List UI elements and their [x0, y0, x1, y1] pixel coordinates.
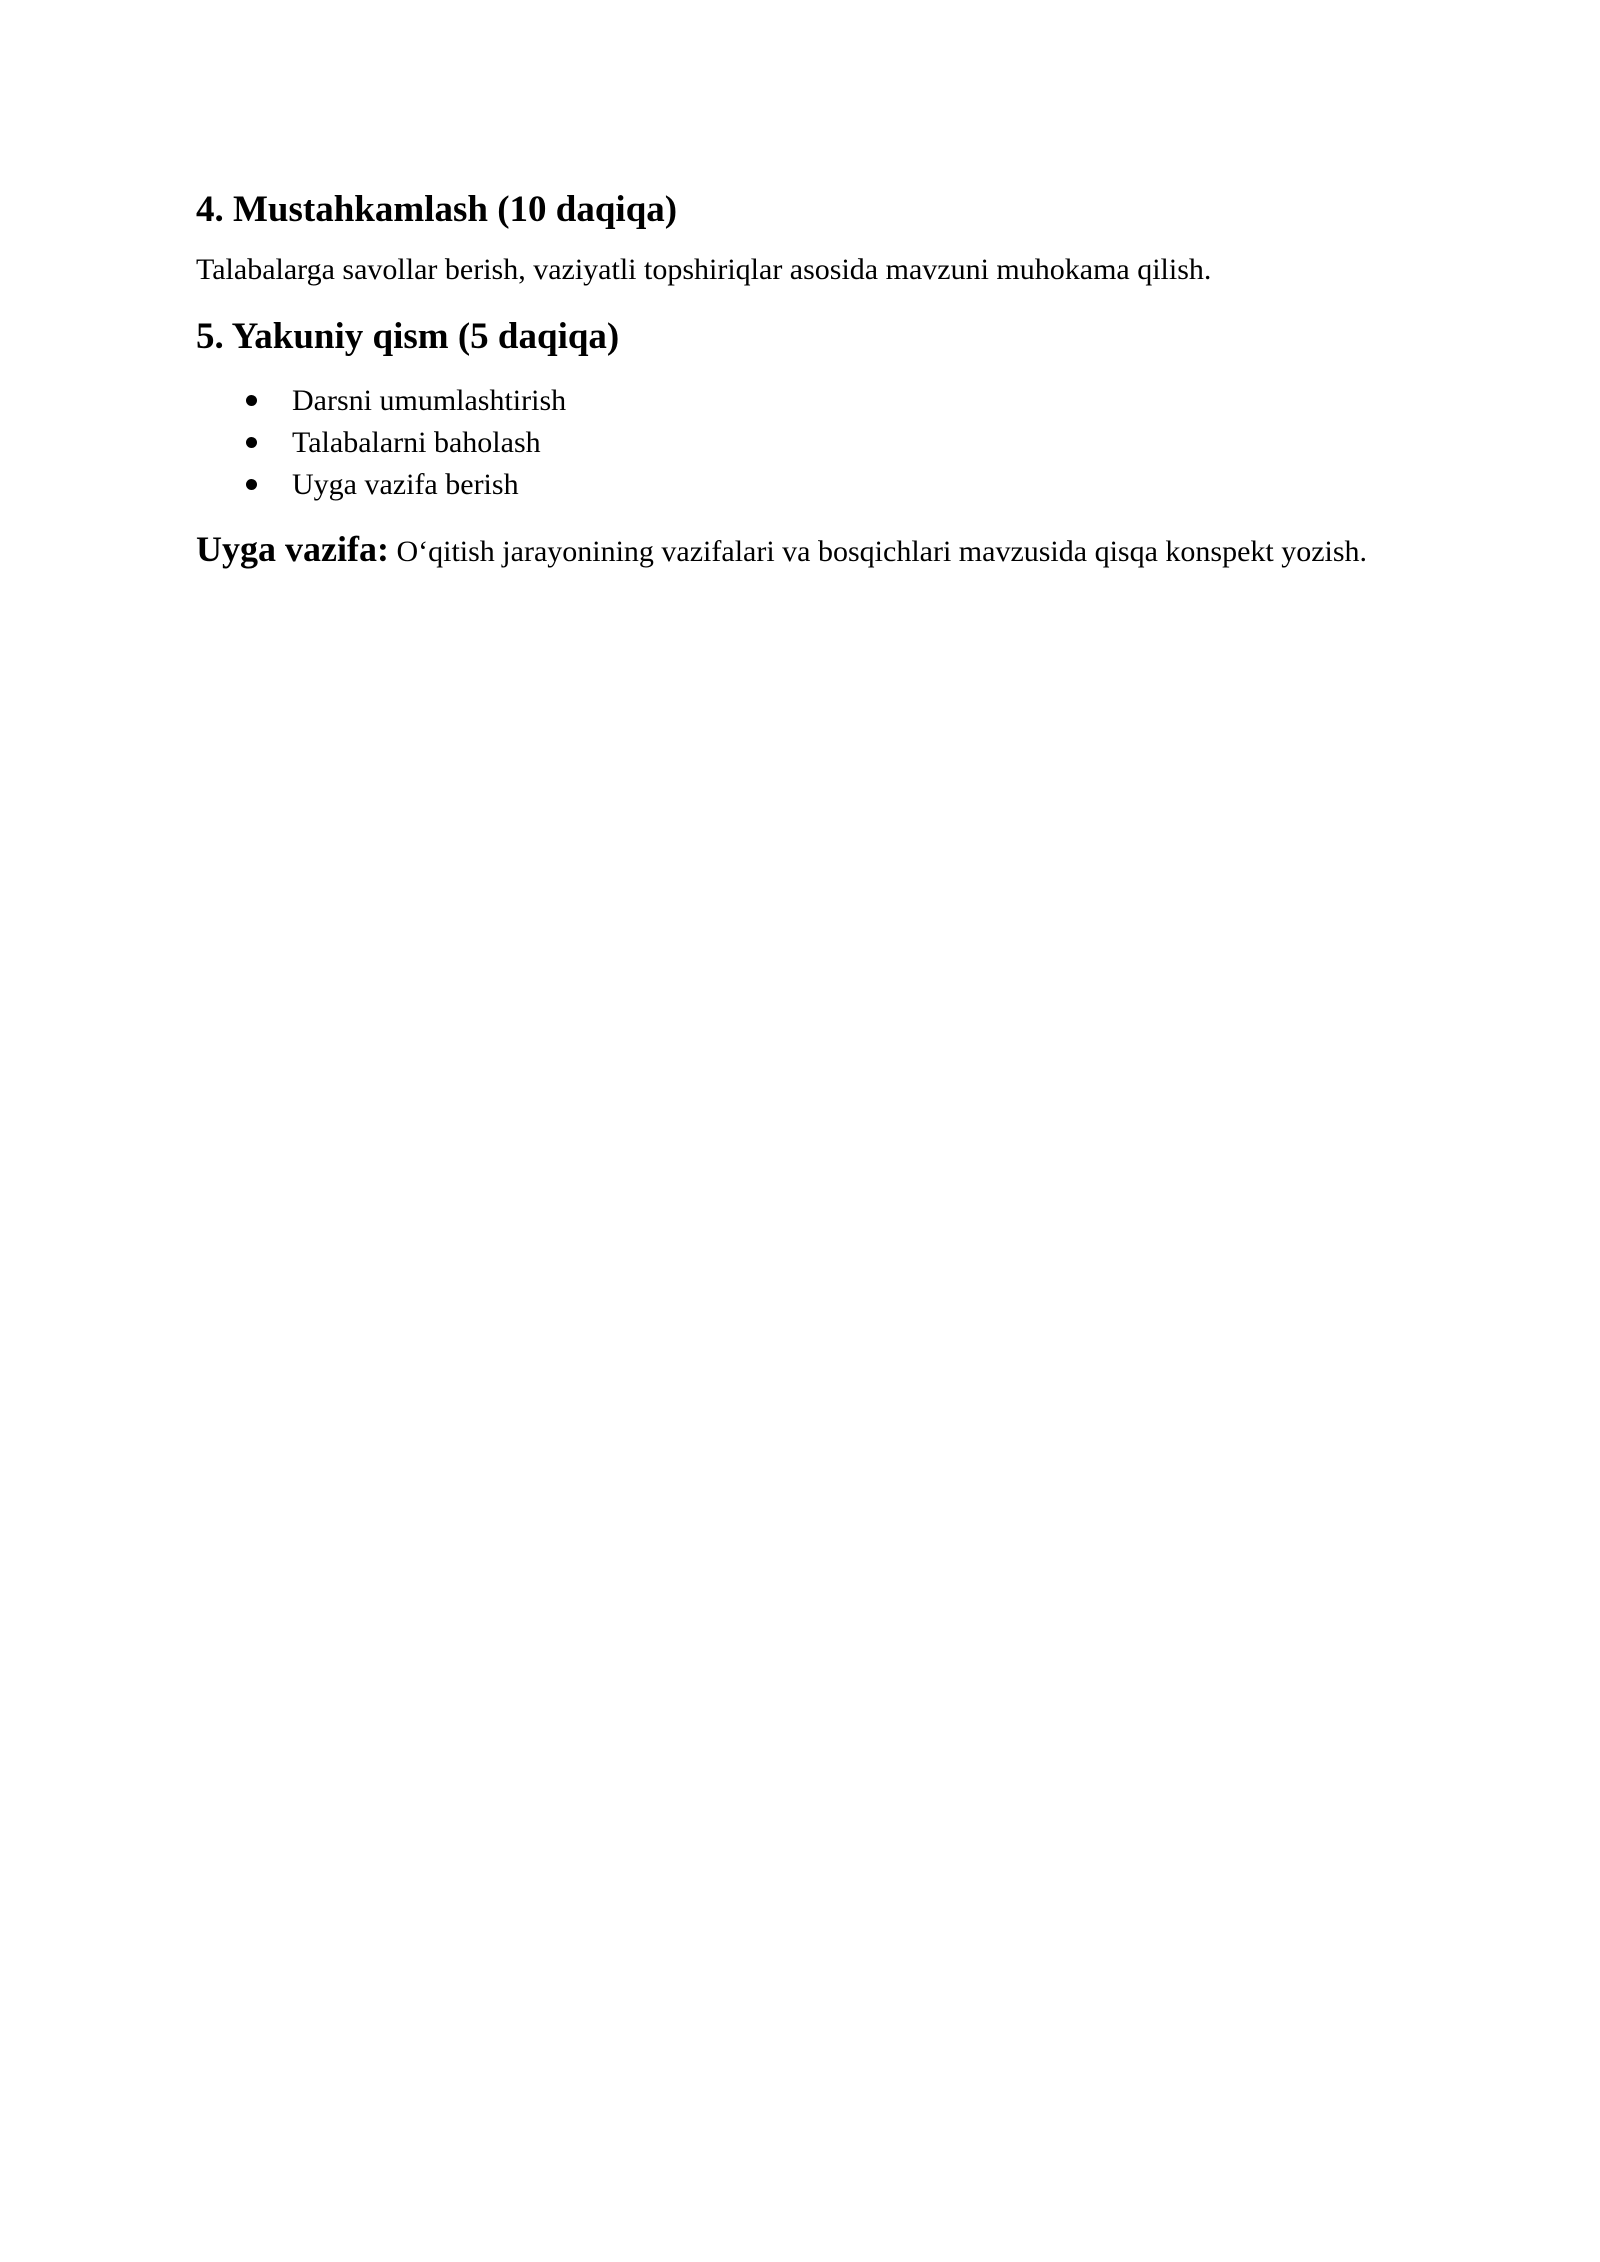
list-item-label: Talabalarni baholash: [292, 425, 541, 459]
section-4-text: Talabalarga savollar berish, vaziyatli topshiriqlar asosida mavzuni muhokama qilish.: [196, 253, 1212, 287]
page-content: [196, 188, 1396, 573]
section-5-heading: 5. Yakuniy qism (5 daqiqa): [196, 316, 620, 358]
homework-label: Uyga vazifa:: [196, 528, 389, 569]
bullet-icon: [246, 395, 257, 406]
section-5-list: [196, 380, 1396, 506]
homework-paragraph: [196, 528, 1396, 573]
section-4-heading: 4. Mustahkamlash (10 daqiqa): [196, 189, 678, 230]
bullet-icon: [246, 437, 257, 448]
homework-text: O‘qitish jarayonining vazifalari va bosqichlari mavzusida qisqa konspekt yozish.: [396, 534, 1368, 568]
bullet-icon: [246, 479, 257, 490]
list-item-label: Uyga vazifa berish: [292, 467, 519, 501]
list-item-label: Darsni umumlashtirish: [292, 383, 567, 417]
list-item: [246, 464, 1396, 506]
list-item: [246, 422, 1396, 464]
list-item: [246, 380, 1396, 422]
